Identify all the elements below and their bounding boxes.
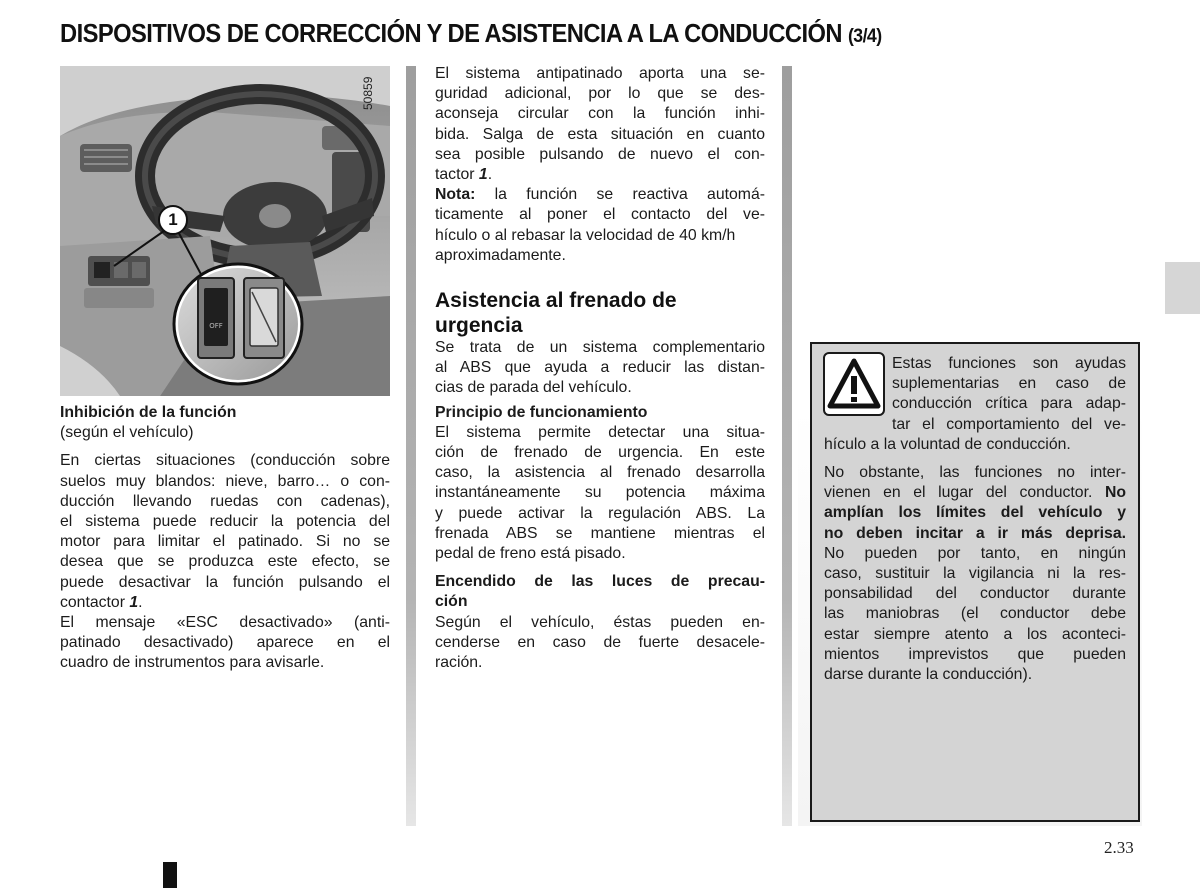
column-1 — [60, 403, 390, 674]
col1-line: el sistema puede reducir la potencia del — [60, 513, 390, 531]
note-line: hículo o al rebasar la velocidad de 40 km/h — [435, 226, 736, 244]
warning-line: suplementarias en caso de — [892, 375, 1126, 393]
col2-line: ración. — [435, 654, 483, 672]
warning-line: las maniobras (el conductor debe — [824, 605, 1126, 623]
col2-line: guridad adicional, por lo que se des- — [435, 85, 765, 103]
callout-1: 1 — [158, 205, 188, 235]
warning-line: conducción crítica para adap- — [892, 395, 1126, 413]
col2-line: pedal de freno está pisado. — [435, 545, 626, 563]
figure-reference: 50859 — [361, 76, 375, 110]
section-heading-line: Asistencia al frenado de — [435, 289, 677, 313]
col1-line: ducción llevando ruedas con cadenas), — [60, 492, 390, 510]
col1-line: desea que se produzca este efecto, se — [60, 553, 390, 571]
note-line: ticamente al poner el contacto del ve- — [435, 206, 765, 224]
contactor-ref: 1 — [478, 166, 488, 184]
warning-line: hículo a la voluntad de conducción. — [824, 435, 1071, 453]
warning-line: No pueden por tanto, en ningún — [824, 544, 1126, 562]
col2-line: cenderse en caso de fuerte desacele- — [435, 633, 765, 651]
warning-bold-line: amplían los límites del vehículo y — [824, 504, 1126, 522]
warning-line: mientos imprevistos que pueden — [824, 645, 1126, 663]
contactor-ref: 1 — [129, 593, 139, 611]
note-line: Nota: la función se reactiva automá- — [435, 186, 765, 204]
page-part: (3/4) — [847, 26, 882, 47]
subheading-lights: Encendido de las luces de precau- — [435, 573, 765, 591]
warning-line: caso, sustituir la vigilancia ni la res- — [824, 565, 1126, 583]
warning-line: tar el comportamiento del ve- — [892, 415, 1126, 433]
col1-line: motor para limitar el patinado. Si no se — [60, 533, 390, 551]
col2-line: al ABS que ayuda a reducir las distan- — [435, 359, 765, 377]
col1-line: contactor 1. — [60, 593, 143, 611]
inhibition-subheading: (según el vehículo) — [60, 424, 194, 442]
col1-line: suelos muy blandos: nieve, barro… o con- — [60, 472, 390, 490]
col2-line: bida. Salga de esta situación en cuanto — [435, 125, 765, 143]
col2-line: El sistema permite detectar una situa- — [435, 423, 765, 441]
col2-line: aconseja circular con la función inhi- — [435, 105, 765, 123]
svg-text:OFF: OFF — [209, 322, 223, 330]
col2-line: caso, la asistencia al frenado desarrolla — [435, 464, 765, 482]
subheading-lights: ción — [435, 593, 468, 611]
col1-line: El mensaje «ESC desactivado» (anti- — [60, 614, 390, 632]
page-number: 2.33 — [1104, 838, 1134, 857]
column-divider-2 — [782, 66, 792, 826]
note-line: aproximadamente. — [435, 246, 566, 264]
col2-line: El sistema antipatinado aporta una se- — [435, 65, 765, 82]
column-divider-1 — [406, 66, 416, 826]
col2-line: frenada ABS se mantiene mientras el — [435, 524, 765, 542]
warning-line: ponsabilidad del conductor durante — [824, 585, 1126, 603]
note-label: Nota: — [435, 186, 476, 204]
col1-line: puede desactivar la función pulsando el — [60, 573, 390, 591]
page-title: DISPOSITIVOS DE CORRECCIÓN Y DE ASISTENCIA A LA CONDUCCIÓN (3/4) — [60, 20, 882, 48]
warning-line: No obstante, las funciones no inter- — [824, 464, 1126, 482]
col2-line: tactor 1. — [435, 166, 493, 184]
warning-line: darse durante la conducción). — [824, 666, 1033, 684]
dashboard-illustration — [60, 66, 390, 396]
subheading-principle: Principio de funcionamiento — [435, 403, 648, 421]
warning-line: Estas funciones son ayudas — [892, 355, 1126, 372]
warning-bold-line: no deben incitar a ir más deprisa. — [824, 524, 1126, 542]
col2-line: Se trata de un sistema complementario — [435, 339, 765, 357]
chapter-tab — [1165, 262, 1200, 314]
col1-line: cuadro de instrumentos para avisarle. — [60, 654, 325, 672]
col1-line: patinado desactivado) aparece en el — [60, 634, 390, 652]
warning-line: vienen en el lugar del conductor. No — [824, 484, 1126, 502]
col2-line: instantáneamente su potencia máxima — [435, 484, 765, 502]
col2-line: sea posible pulsando de nuevo el con- — [435, 145, 765, 163]
inhibition-heading: Inhibición de la función — [60, 404, 237, 421]
column-2 — [435, 64, 765, 673]
col2-line: Según el vehículo, éstas pueden en- — [435, 613, 765, 631]
col2-line: y puede activar la regulación ABS. La — [435, 504, 765, 522]
col2-line: cias de parada del vehículo. — [435, 379, 632, 397]
col2-line: ción de frenado de urgencia. En este — [435, 444, 765, 462]
warning-line: estar siempre atento a los aconteci- — [824, 625, 1126, 643]
warning-text — [824, 354, 1126, 685]
col1-line: En ciertas situaciones (conducción sobre — [60, 452, 390, 470]
print-mark — [163, 862, 177, 888]
section-heading-line: urgencia — [435, 314, 523, 338]
